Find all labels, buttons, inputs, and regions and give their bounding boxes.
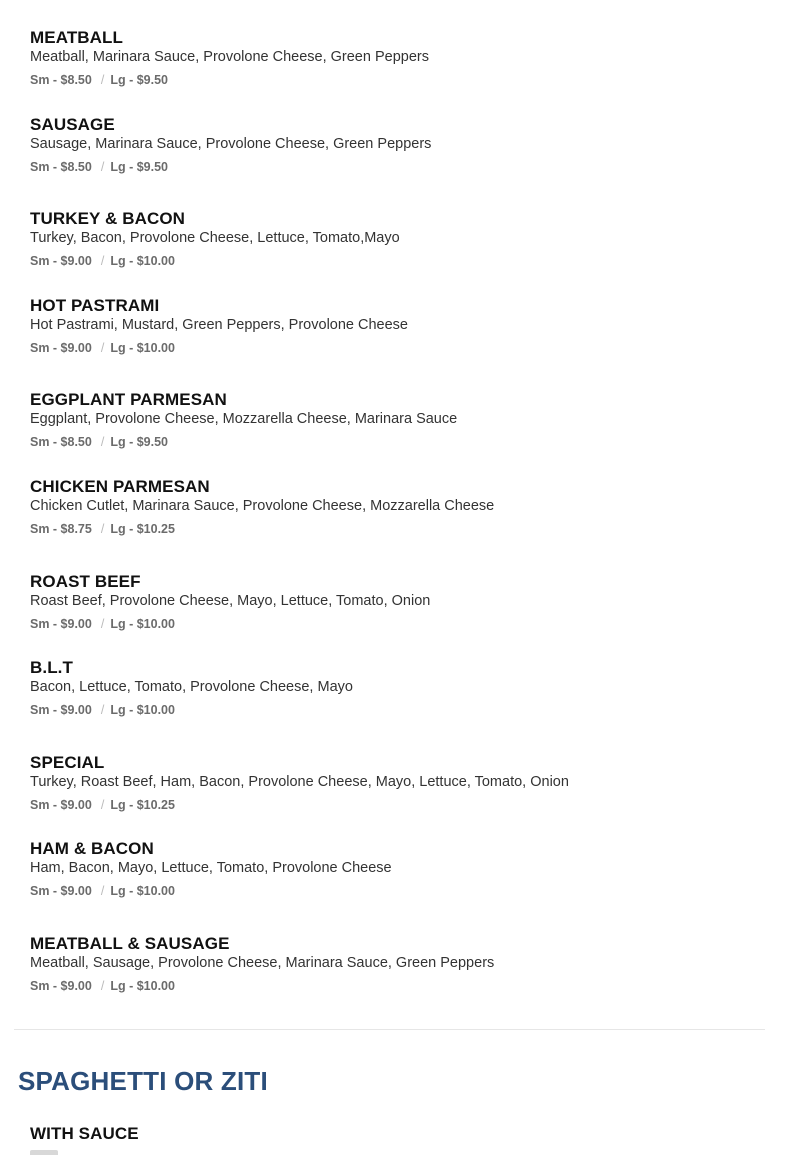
item-prices [30, 702, 750, 718]
price-small: Sm - $9.00 [30, 341, 92, 355]
item-prices [30, 797, 750, 813]
menu-item-hot-pastrami [30, 296, 750, 356]
menu-item-chicken-parmesan [30, 477, 750, 537]
item-name: HAM & BACON [30, 839, 154, 858]
price-small: Sm - $9.00 [30, 979, 92, 993]
price-separator: / [100, 160, 105, 174]
price-small: Sm - $9.00 [30, 884, 92, 898]
item-description-cut-off [30, 1150, 90, 1155]
price-large: Lg - $10.00 [110, 884, 175, 898]
item-prices [30, 340, 750, 356]
price-small: Sm - $8.50 [30, 73, 92, 87]
item-name: TURKEY & BACON [30, 209, 186, 228]
price-small: Sm - $8.50 [30, 160, 92, 174]
item-prices [30, 978, 750, 994]
price-small: Sm - $9.00 [30, 798, 92, 812]
menu-item-ham-bacon [30, 839, 750, 899]
item-description: Meatball, Marinara Sauce, Provolone Cheese, Green Peppers [30, 49, 429, 65]
price-large: Lg - $9.50 [110, 73, 168, 87]
price-separator: / [100, 703, 105, 717]
menu-item-meatball [30, 28, 750, 88]
item-prices [30, 883, 750, 899]
price-separator: / [100, 73, 105, 87]
price-separator: / [100, 617, 105, 631]
item-description: Bacon, Lettuce, Tomato, Provolone Cheese, Mayo [30, 679, 353, 695]
price-separator: / [100, 979, 105, 993]
price-separator: / [100, 341, 105, 355]
item-prices [30, 253, 750, 269]
item-name: SAUSAGE [30, 115, 115, 134]
item-name: SPECIAL [30, 753, 105, 772]
price-separator: / [100, 254, 105, 268]
item-prices [30, 616, 750, 632]
item-name: MEATBALL & SAUSAGE [30, 934, 230, 953]
item-name: ROAST BEEF [30, 572, 141, 591]
price-small: Sm - $9.00 [30, 703, 92, 717]
item-description: Eggplant, Provolone Cheese, Mozzarella Cheese, Marinara Sauce [30, 411, 458, 427]
price-large: Lg - $10.25 [110, 522, 175, 536]
menu-item-turkey-bacon [30, 209, 750, 269]
item-description: Turkey, Roast Beef, Ham, Bacon, Provolone Cheese, Mayo, Lettuce, Tomato, Onion [30, 774, 569, 790]
price-large: Lg - $9.50 [110, 435, 168, 449]
section-divider [14, 1029, 765, 1030]
item-prices [30, 521, 750, 537]
price-large: Lg - $10.25 [110, 798, 175, 812]
menu-item-with-sauce [30, 1124, 750, 1144]
item-name: B.L.T [30, 658, 73, 677]
menu-item-meatball-sausage [30, 934, 750, 994]
price-separator: / [100, 522, 105, 536]
item-name: CHICKEN PARMESAN [30, 477, 210, 496]
menu-item-sausage [30, 115, 750, 175]
item-description: Roast Beef, Provolone Cheese, Mayo, Lettuce, Tomato, Onion [30, 593, 431, 609]
menu-item-blt [30, 658, 750, 718]
price-large: Lg - $10.00 [110, 703, 175, 717]
item-name: EGGPLANT PARMESAN [30, 390, 227, 409]
price-large: Lg - $10.00 [110, 341, 175, 355]
item-description: Sausage, Marinara Sauce, Provolone Cheese, Green Peppers [30, 136, 432, 152]
item-description: Turkey, Bacon, Provolone Cheese, Lettuce, Tomato,Mayo [30, 230, 400, 246]
item-description: Meatball, Sausage, Provolone Cheese, Marinara Sauce, Green Peppers [30, 955, 495, 971]
item-description: Ham, Bacon, Mayo, Lettuce, Tomato, Provolone Cheese [30, 860, 392, 876]
menu-item-eggplant-parmesan [30, 390, 750, 450]
price-small: Sm - $9.00 [30, 254, 92, 268]
item-prices [30, 72, 750, 88]
price-large: Lg - $9.50 [110, 160, 168, 174]
menu-item-roast-beef [30, 572, 750, 632]
item-prices [30, 159, 750, 175]
price-small: Sm - $8.75 [30, 522, 92, 536]
item-description: Hot Pastrami, Mustard, Green Peppers, Provolone Cheese [30, 317, 408, 333]
price-large: Lg - $10.00 [110, 979, 175, 993]
price-small: Sm - $9.00 [30, 617, 92, 631]
price-small: Sm - $8.50 [30, 435, 92, 449]
item-prices [30, 434, 750, 450]
price-large: Lg - $10.00 [110, 617, 175, 631]
item-name: MEATBALL [30, 28, 124, 47]
item-name: WITH SAUCE [30, 1124, 139, 1143]
menu-item-special [30, 753, 750, 813]
price-separator: / [100, 798, 105, 812]
section-title: SPAGHETTI OR ZITI [18, 1066, 268, 1096]
price-separator: / [100, 884, 105, 898]
previous-item-prices-cut-off [30, 0, 150, 2]
price-separator: / [100, 435, 105, 449]
item-name: HOT PASTRAMI [30, 296, 160, 315]
price-large: Lg - $10.00 [110, 254, 175, 268]
item-description: Chicken Cutlet, Marinara Sauce, Provolone Cheese, Mozzarella Cheese [30, 498, 495, 514]
